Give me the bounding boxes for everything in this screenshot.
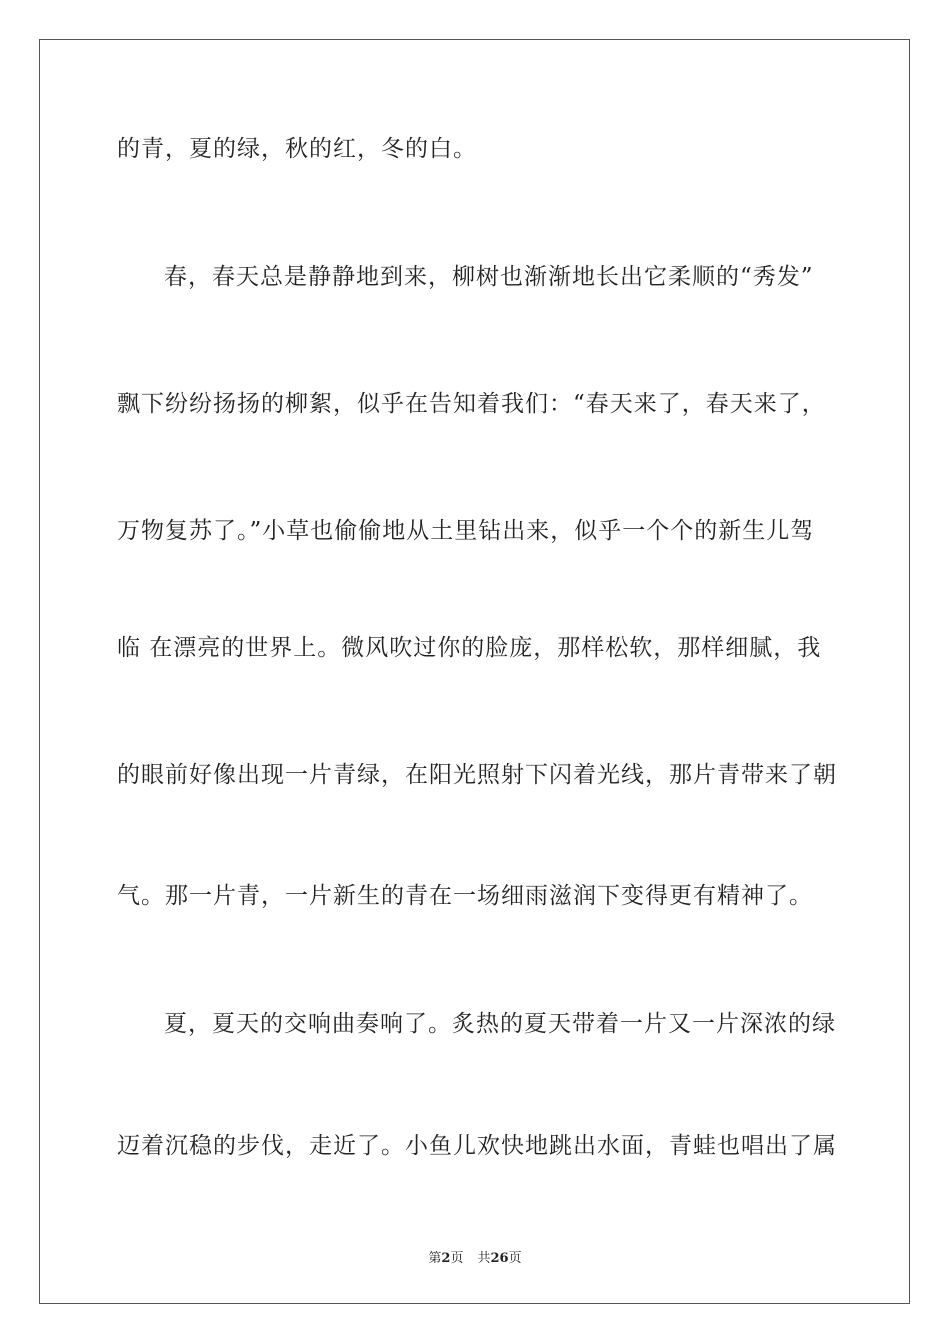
page-footer [0, 1247, 950, 1266]
page-prefix: 第 [428, 1251, 442, 1266]
page-suffix: 页 [450, 1251, 464, 1266]
text-line-5: 临 在漂亮的世界上。微风吹过你的脸庞，那样松软，那样细腻，我 [117, 635, 822, 661]
text-line-7: 气。那一片青，一片新生的青在一场细雨滋润下变得更有精神了。 [117, 883, 813, 909]
text-line-3: 飘下纷纷扬扬的柳絮，似乎在告知着我们：“春天来了，春天来了， [117, 391, 826, 417]
text-line-9: 迈着沉稳的步伐，走近了。小鱼儿欢快地跳出水面，青蛙也唱出了属 [117, 1133, 837, 1159]
total-pages: 26 [490, 1251, 509, 1266]
text-line-4: 万物复苏了。”小草也偷偷地从土里钻出来，似乎一个个的新生儿驾 [117, 518, 815, 544]
page-frame [39, 39, 910, 1304]
page-number: 2 [441, 1251, 451, 1266]
text-line-8: 夏，夏天的交响曲奏响了。炙热的夏天带着一片又一片深浓的绿 [164, 1011, 836, 1037]
total-suffix: 页 [508, 1251, 522, 1266]
text-line-6: 的眼前好像出现一片青绿，在阳光照射下闪着光线，那片青带来了朝 [117, 762, 837, 788]
text-line-1: 的青，夏的绿，秋的红，冬的白。 [117, 136, 477, 162]
total-prefix: 共 [477, 1251, 491, 1266]
text-line-2: 春，春天总是静静地到来，柳树也渐渐地长出它柔顺的“秀发” [164, 264, 814, 290]
